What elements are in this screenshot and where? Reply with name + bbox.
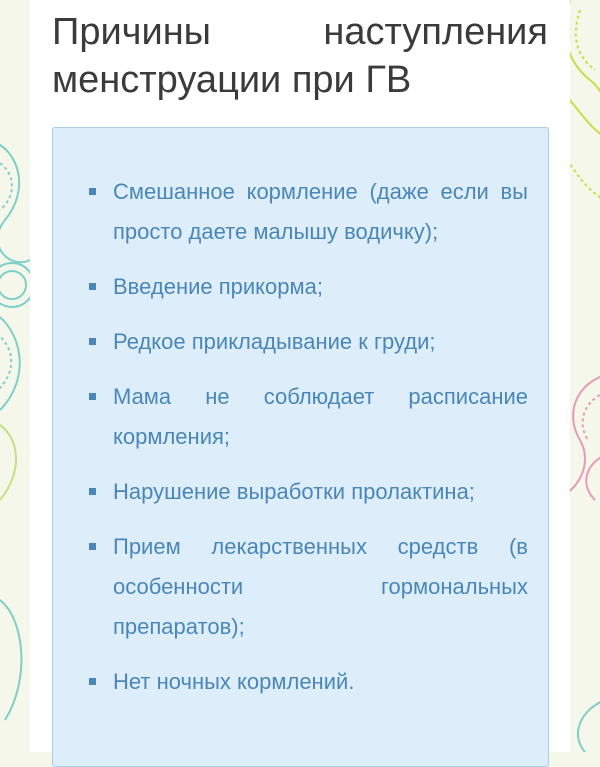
list-item-text: Прием лекарственных средств (в особенности гормональных препаратов); bbox=[113, 534, 528, 639]
list-item-text: Введение прикорма; bbox=[113, 274, 323, 299]
page-title: Причины наступления менструации при ГВ bbox=[52, 11, 548, 101]
square-bullet-icon bbox=[89, 543, 96, 550]
square-bullet-icon bbox=[89, 188, 96, 195]
list-item bbox=[113, 377, 528, 457]
reasons-list bbox=[53, 128, 548, 702]
reasons-info-box bbox=[52, 127, 549, 767]
square-bullet-icon bbox=[89, 393, 96, 400]
list-item-text: Смешанное кормление (даже если вы просто даете малышу водичку); bbox=[113, 179, 528, 244]
list-item bbox=[113, 172, 528, 252]
list-item bbox=[113, 322, 528, 362]
list-item-text: Нет ночных кормлений. bbox=[113, 669, 355, 694]
list-item-text: Мама не соблюдает расписание кормления; bbox=[113, 384, 528, 449]
list-item bbox=[113, 267, 528, 307]
square-bullet-icon bbox=[89, 338, 96, 345]
article-content bbox=[30, 0, 570, 752]
square-bullet-icon bbox=[89, 488, 96, 495]
list-item bbox=[113, 472, 528, 512]
list-item bbox=[113, 527, 528, 647]
square-bullet-icon bbox=[89, 678, 96, 685]
square-bullet-icon bbox=[89, 283, 96, 290]
list-item-text: Редкое прикладывание к груди; bbox=[113, 329, 436, 354]
list-item bbox=[113, 662, 528, 702]
list-item-text: Нарушение выработки пролактина; bbox=[113, 479, 475, 504]
